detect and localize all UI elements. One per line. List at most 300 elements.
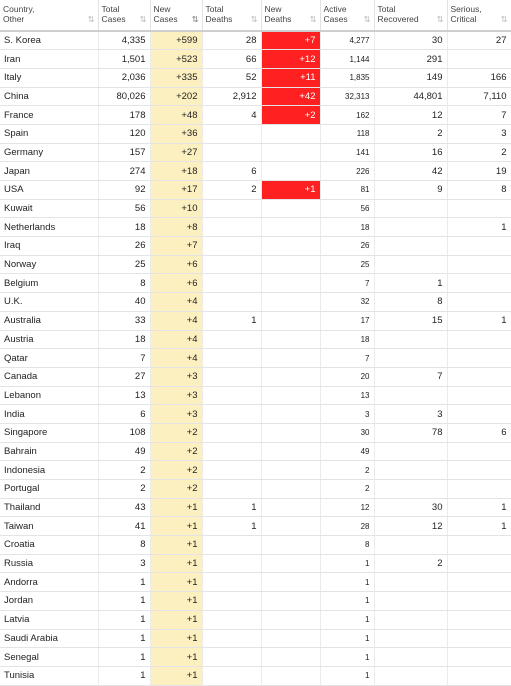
cell-new-deaths xyxy=(261,442,320,461)
cell-total-deaths: 4 xyxy=(202,106,261,125)
cell-serious-critical: 166 xyxy=(447,68,511,87)
cell-serious-critical: 1 xyxy=(447,218,511,237)
cell-active-cases: 32 xyxy=(320,293,374,312)
sort-arrows-icon: ⇅ xyxy=(139,15,146,24)
cell-new-deaths: +12 xyxy=(261,50,320,69)
cell-total-recovered xyxy=(374,648,447,667)
cell-active-cases: 3 xyxy=(320,405,374,424)
cell-serious-critical xyxy=(447,367,511,386)
table-row xyxy=(0,405,511,424)
cell-total-cases: 80,026 xyxy=(98,87,150,106)
cell-total-recovered xyxy=(374,573,447,592)
cell-new-deaths xyxy=(261,554,320,573)
cell-total-recovered: 149 xyxy=(374,68,447,87)
cell-new-cases: +1 xyxy=(150,573,202,592)
table-row xyxy=(0,386,511,405)
cell-country: Iraq xyxy=(0,237,98,256)
table-row xyxy=(0,423,511,442)
cell-country: Portugal xyxy=(0,480,98,499)
cell-serious-critical xyxy=(447,293,511,312)
cell-new-cases: +1 xyxy=(150,610,202,629)
cell-new-cases: +1 xyxy=(150,666,202,685)
cell-serious-critical: 1 xyxy=(447,498,511,517)
table-row xyxy=(0,592,511,611)
cell-new-cases: +1 xyxy=(150,592,202,611)
cell-active-cases: 162 xyxy=(320,106,374,125)
cell-serious-critical: 19 xyxy=(447,162,511,181)
cell-new-deaths: +2 xyxy=(261,106,320,125)
cell-new-deaths xyxy=(261,367,320,386)
header-new-deaths[interactable]: New Deaths ⇅ xyxy=(261,0,320,31)
cell-total-cases: 25 xyxy=(98,255,150,274)
cell-country: Tunisia xyxy=(0,666,98,685)
cell-total-recovered: 9 xyxy=(374,181,447,200)
table-row xyxy=(0,87,511,106)
cell-total-recovered: 12 xyxy=(374,106,447,125)
cell-total-cases: 13 xyxy=(98,386,150,405)
cell-new-deaths xyxy=(261,255,320,274)
cell-new-deaths xyxy=(261,237,320,256)
cell-total-recovered xyxy=(374,536,447,555)
cell-country: Latvia xyxy=(0,610,98,629)
cell-new-cases: +48 xyxy=(150,106,202,125)
cell-total-cases: 18 xyxy=(98,218,150,237)
table-header xyxy=(0,0,511,31)
cell-new-cases: +7 xyxy=(150,237,202,256)
cell-new-deaths: +11 xyxy=(261,68,320,87)
cell-new-cases: +2 xyxy=(150,423,202,442)
cell-serious-critical: 8 xyxy=(447,181,511,200)
table-row xyxy=(0,573,511,592)
cell-serious-critical: 3 xyxy=(447,124,511,143)
cell-total-deaths xyxy=(202,143,261,162)
table-row xyxy=(0,255,511,274)
cell-total-cases: 120 xyxy=(98,124,150,143)
cell-new-cases: +1 xyxy=(150,517,202,536)
cell-active-cases: 8 xyxy=(320,536,374,555)
cell-total-cases: 3 xyxy=(98,554,150,573)
cell-total-deaths xyxy=(202,629,261,648)
cell-total-recovered xyxy=(374,461,447,480)
cell-total-cases: 1 xyxy=(98,629,150,648)
cell-active-cases: 4,277 xyxy=(320,31,374,50)
cell-new-deaths xyxy=(261,666,320,685)
cell-total-cases: 1 xyxy=(98,648,150,667)
cell-total-deaths xyxy=(202,124,261,143)
cell-total-recovered xyxy=(374,610,447,629)
cell-new-cases: +4 xyxy=(150,311,202,330)
cell-total-cases: 27 xyxy=(98,367,150,386)
cell-active-cases: 1 xyxy=(320,629,374,648)
sort-arrows-icon: ⇅ xyxy=(87,15,94,24)
cell-active-cases: 2 xyxy=(320,461,374,480)
table-row xyxy=(0,199,511,218)
cell-total-deaths xyxy=(202,237,261,256)
cell-total-recovered: 8 xyxy=(374,293,447,312)
cell-active-cases: 7 xyxy=(320,274,374,293)
cell-total-recovered: 2 xyxy=(374,124,447,143)
sort-arrows-icon: ⇅ xyxy=(309,15,316,24)
cell-new-deaths xyxy=(261,330,320,349)
cell-total-recovered: 42 xyxy=(374,162,447,181)
cell-country: Indonesia xyxy=(0,461,98,480)
cell-total-deaths xyxy=(202,199,261,218)
table-row xyxy=(0,554,511,573)
cell-total-cases: 49 xyxy=(98,442,150,461)
header-total-recovered[interactable]: Total Recovered ⇅ xyxy=(374,0,447,31)
cell-active-cases: 18 xyxy=(320,218,374,237)
cell-country: Lebanon xyxy=(0,386,98,405)
table-row xyxy=(0,629,511,648)
cell-active-cases: 12 xyxy=(320,498,374,517)
cell-total-recovered xyxy=(374,592,447,611)
cell-new-deaths xyxy=(261,498,320,517)
cell-serious-critical: 1 xyxy=(447,311,511,330)
cell-total-cases: 4,335 xyxy=(98,31,150,50)
cell-total-deaths xyxy=(202,255,261,274)
cell-country: Germany xyxy=(0,143,98,162)
cell-serious-critical xyxy=(447,592,511,611)
cell-active-cases: 7 xyxy=(320,349,374,368)
cell-total-deaths xyxy=(202,293,261,312)
cell-total-recovered: 7 xyxy=(374,367,447,386)
cell-active-cases: 226 xyxy=(320,162,374,181)
cell-serious-critical xyxy=(447,536,511,555)
cell-active-cases: 141 xyxy=(320,143,374,162)
cell-country: Kuwait xyxy=(0,199,98,218)
cell-new-cases: +27 xyxy=(150,143,202,162)
cell-active-cases: 1 xyxy=(320,573,374,592)
cell-serious-critical xyxy=(447,461,511,480)
cell-total-cases: 40 xyxy=(98,293,150,312)
cell-serious-critical: 1 xyxy=(447,517,511,536)
cell-new-cases: +1 xyxy=(150,536,202,555)
cell-active-cases: 30 xyxy=(320,423,374,442)
cell-total-deaths: 1 xyxy=(202,498,261,517)
cell-new-deaths xyxy=(261,648,320,667)
table-row xyxy=(0,648,511,667)
cell-country: Senegal xyxy=(0,648,98,667)
cell-active-cases: 56 xyxy=(320,199,374,218)
cell-active-cases: 1,835 xyxy=(320,68,374,87)
cell-new-cases: +2 xyxy=(150,461,202,480)
cell-total-cases: 7 xyxy=(98,349,150,368)
sort-arrows-icon: ⇅ xyxy=(191,15,198,24)
header-country[interactable]: Country, Other ⇅ xyxy=(0,0,98,31)
cell-total-deaths xyxy=(202,330,261,349)
cell-total-recovered xyxy=(374,480,447,499)
cell-serious-critical xyxy=(447,442,511,461)
cell-serious-critical: 6 xyxy=(447,423,511,442)
header-total-cases[interactable]: Total Cases ⇅ xyxy=(98,0,150,31)
cell-total-recovered xyxy=(374,255,447,274)
cell-total-recovered: 30 xyxy=(374,31,447,50)
cell-country: Taiwan xyxy=(0,517,98,536)
cell-serious-critical xyxy=(447,255,511,274)
cell-new-deaths xyxy=(261,461,320,480)
cell-country: Russia xyxy=(0,554,98,573)
cell-country: Singapore xyxy=(0,423,98,442)
table-row xyxy=(0,536,511,555)
cell-total-deaths xyxy=(202,367,261,386)
cell-country: Iran xyxy=(0,50,98,69)
table-row xyxy=(0,367,511,386)
sort-arrows-icon: ⇅ xyxy=(500,15,507,24)
table-row xyxy=(0,666,511,685)
cell-total-recovered: 12 xyxy=(374,517,447,536)
cell-serious-critical xyxy=(447,349,511,368)
cell-country: U.K. xyxy=(0,293,98,312)
cell-total-deaths: 6 xyxy=(202,162,261,181)
cell-country: Jordan xyxy=(0,592,98,611)
cell-total-cases: 1,501 xyxy=(98,50,150,69)
cell-country: India xyxy=(0,405,98,424)
cell-country: Croatia xyxy=(0,536,98,555)
table-row xyxy=(0,498,511,517)
cell-active-cases: 32,313 xyxy=(320,87,374,106)
cell-active-cases: 28 xyxy=(320,517,374,536)
cell-total-recovered: 44,801 xyxy=(374,87,447,106)
cell-active-cases: 13 xyxy=(320,386,374,405)
cell-total-recovered xyxy=(374,199,447,218)
cell-active-cases: 49 xyxy=(320,442,374,461)
cell-active-cases: 2 xyxy=(320,480,374,499)
cell-total-cases: 41 xyxy=(98,517,150,536)
cell-total-deaths xyxy=(202,274,261,293)
cell-total-deaths xyxy=(202,610,261,629)
cell-new-cases: +523 xyxy=(150,50,202,69)
cell-country: Norway xyxy=(0,255,98,274)
table-row xyxy=(0,610,511,629)
cell-new-cases: +4 xyxy=(150,330,202,349)
cell-total-cases: 8 xyxy=(98,536,150,555)
cell-new-cases: +18 xyxy=(150,162,202,181)
cell-new-cases: +335 xyxy=(150,68,202,87)
table-row xyxy=(0,218,511,237)
cell-country: USA xyxy=(0,181,98,200)
cell-total-cases: 6 xyxy=(98,405,150,424)
cell-new-deaths xyxy=(261,386,320,405)
cell-active-cases: 118 xyxy=(320,124,374,143)
cell-new-deaths xyxy=(261,517,320,536)
cell-total-deaths: 1 xyxy=(202,311,261,330)
cell-total-deaths xyxy=(202,573,261,592)
cell-country: China xyxy=(0,87,98,106)
cell-serious-critical xyxy=(447,386,511,405)
cell-new-deaths xyxy=(261,592,320,611)
cell-total-deaths xyxy=(202,461,261,480)
cell-new-cases: +3 xyxy=(150,405,202,424)
cell-total-cases: 157 xyxy=(98,143,150,162)
cell-total-recovered xyxy=(374,349,447,368)
cell-total-cases: 274 xyxy=(98,162,150,181)
cell-new-cases: +3 xyxy=(150,367,202,386)
cell-total-cases: 1 xyxy=(98,610,150,629)
cell-new-deaths xyxy=(261,162,320,181)
cell-total-cases: 2 xyxy=(98,480,150,499)
cell-new-cases: +8 xyxy=(150,218,202,237)
cell-active-cases: 18 xyxy=(320,330,374,349)
cell-country: Canada xyxy=(0,367,98,386)
cell-new-deaths xyxy=(261,199,320,218)
cell-new-deaths xyxy=(261,405,320,424)
cell-total-recovered xyxy=(374,629,447,648)
cell-total-deaths xyxy=(202,648,261,667)
cell-total-cases: 1 xyxy=(98,573,150,592)
cell-country: Andorra xyxy=(0,573,98,592)
cell-active-cases: 25 xyxy=(320,255,374,274)
table-row xyxy=(0,274,511,293)
cell-serious-critical: 27 xyxy=(447,31,511,50)
cell-serious-critical xyxy=(447,330,511,349)
cell-new-deaths: +42 xyxy=(261,87,320,106)
cell-active-cases: 1 xyxy=(320,592,374,611)
cell-total-recovered xyxy=(374,666,447,685)
cell-total-deaths: 28 xyxy=(202,31,261,50)
table-row xyxy=(0,517,511,536)
cell-total-deaths xyxy=(202,480,261,499)
cell-country: Italy xyxy=(0,68,98,87)
cell-new-deaths xyxy=(261,349,320,368)
cell-new-cases: +4 xyxy=(150,293,202,312)
cell-serious-critical xyxy=(447,237,511,256)
cell-total-deaths xyxy=(202,218,261,237)
cell-active-cases: 17 xyxy=(320,311,374,330)
cell-total-recovered xyxy=(374,442,447,461)
header-serious-critical[interactable]: Serious, Critical ⇅ xyxy=(447,0,511,31)
cell-total-recovered: 291 xyxy=(374,50,447,69)
cell-new-cases: +202 xyxy=(150,87,202,106)
cell-new-cases: +6 xyxy=(150,274,202,293)
cell-total-cases: 26 xyxy=(98,237,150,256)
cell-total-cases: 178 xyxy=(98,106,150,125)
sort-arrows-icon: ⇅ xyxy=(363,15,370,24)
cell-country: Australia xyxy=(0,311,98,330)
cell-total-deaths xyxy=(202,666,261,685)
cell-new-deaths: +7 xyxy=(261,31,320,50)
cell-total-deaths xyxy=(202,554,261,573)
cell-total-cases: 56 xyxy=(98,199,150,218)
table-row xyxy=(0,124,511,143)
cell-active-cases: 1 xyxy=(320,666,374,685)
table-row xyxy=(0,68,511,87)
header-total-deaths[interactable]: Total Deaths ⇅ xyxy=(202,0,261,31)
cell-new-deaths xyxy=(261,610,320,629)
cell-new-cases: +2 xyxy=(150,480,202,499)
cell-country: Belgium xyxy=(0,274,98,293)
table-row xyxy=(0,480,511,499)
cell-total-deaths xyxy=(202,405,261,424)
cell-new-deaths xyxy=(261,423,320,442)
cell-total-deaths xyxy=(202,386,261,405)
cell-serious-critical xyxy=(447,629,511,648)
table-row xyxy=(0,442,511,461)
cell-total-deaths xyxy=(202,423,261,442)
cell-active-cases: 1 xyxy=(320,610,374,629)
cell-total-cases: 2 xyxy=(98,461,150,480)
cell-active-cases: 20 xyxy=(320,367,374,386)
cell-total-recovered xyxy=(374,330,447,349)
cell-total-recovered: 78 xyxy=(374,423,447,442)
cell-new-deaths xyxy=(261,293,320,312)
cell-total-deaths xyxy=(202,592,261,611)
cell-total-cases: 43 xyxy=(98,498,150,517)
cell-total-deaths: 66 xyxy=(202,50,261,69)
cell-country: Spain xyxy=(0,124,98,143)
cell-serious-critical: 2 xyxy=(447,143,511,162)
table-row xyxy=(0,237,511,256)
cell-total-recovered: 3 xyxy=(374,405,447,424)
cell-new-cases: +6 xyxy=(150,255,202,274)
cell-total-recovered: 1 xyxy=(374,274,447,293)
cell-total-deaths: 52 xyxy=(202,68,261,87)
cell-total-cases: 1 xyxy=(98,666,150,685)
cell-new-deaths xyxy=(261,218,320,237)
table-body xyxy=(0,31,511,685)
cell-total-recovered xyxy=(374,218,447,237)
cell-country: France xyxy=(0,106,98,125)
cell-new-deaths xyxy=(261,124,320,143)
header-active-cases[interactable]: Active Cases ⇅ xyxy=(320,0,374,31)
cell-new-deaths xyxy=(261,274,320,293)
table-row xyxy=(0,181,511,200)
cell-active-cases: 1 xyxy=(320,648,374,667)
cell-country: Qatar xyxy=(0,349,98,368)
cell-total-recovered: 30 xyxy=(374,498,447,517)
table-row xyxy=(0,330,511,349)
cell-country: Netherlands xyxy=(0,218,98,237)
cell-total-deaths: 1 xyxy=(202,517,261,536)
cell-new-cases: +4 xyxy=(150,349,202,368)
cell-serious-critical: 7,110 xyxy=(447,87,511,106)
table-row xyxy=(0,106,511,125)
cell-serious-critical xyxy=(447,199,511,218)
table-row xyxy=(0,349,511,368)
table-row xyxy=(0,461,511,480)
table-row xyxy=(0,50,511,69)
cell-total-cases: 33 xyxy=(98,311,150,330)
cell-serious-critical xyxy=(447,610,511,629)
cell-new-cases: +1 xyxy=(150,629,202,648)
table-row xyxy=(0,311,511,330)
cell-total-cases: 8 xyxy=(98,274,150,293)
table-row xyxy=(0,293,511,312)
cell-new-cases: +1 xyxy=(150,648,202,667)
cell-new-cases: +36 xyxy=(150,124,202,143)
cell-new-cases: +17 xyxy=(150,181,202,200)
cell-serious-critical xyxy=(447,50,511,69)
cell-serious-critical xyxy=(447,648,511,667)
sort-arrows-icon: ⇅ xyxy=(436,15,443,24)
cell-total-recovered xyxy=(374,386,447,405)
cell-new-deaths xyxy=(261,536,320,555)
cell-serious-critical xyxy=(447,666,511,685)
cell-new-cases: +1 xyxy=(150,498,202,517)
cell-total-recovered: 16 xyxy=(374,143,447,162)
cell-total-cases: 1 xyxy=(98,592,150,611)
cell-country: S. Korea xyxy=(0,31,98,50)
cell-active-cases: 1 xyxy=(320,554,374,573)
cell-country: Japan xyxy=(0,162,98,181)
cell-active-cases: 1,144 xyxy=(320,50,374,69)
cell-total-deaths: 2 xyxy=(202,181,261,200)
cell-serious-critical xyxy=(447,573,511,592)
cell-country: Saudi Arabia xyxy=(0,629,98,648)
cell-country: Austria xyxy=(0,330,98,349)
cell-new-cases: +10 xyxy=(150,199,202,218)
header-new-cases[interactable]: New Cases ⇅ xyxy=(150,0,202,31)
cell-country: Bahrain xyxy=(0,442,98,461)
